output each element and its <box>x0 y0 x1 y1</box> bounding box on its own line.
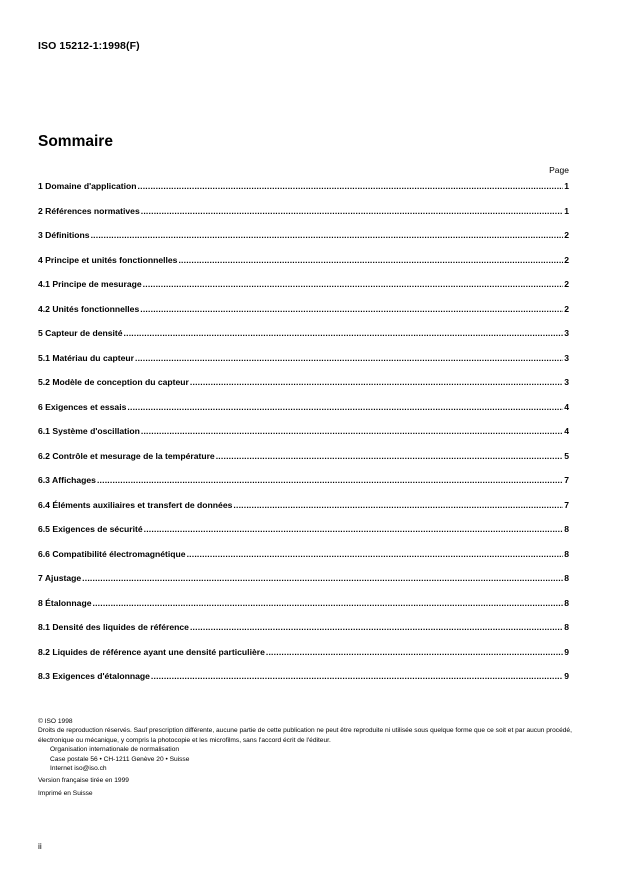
toc-entry-page: 1 <box>564 205 569 216</box>
toc-entry-label: 6.3 Affichages <box>38 475 96 485</box>
toc-entry-label: 8.1 Densité des liquides de référence <box>38 622 189 632</box>
toc-entry[interactable] <box>38 402 569 427</box>
toc-entry-label: 8.2 Liquides de référence ayant une densité particulière <box>38 646 265 657</box>
toc-entry-page: 2 <box>564 279 569 289</box>
toc-entry[interactable] <box>38 647 569 672</box>
toc-dot-leader <box>141 206 563 216</box>
toc-entry[interactable] <box>38 573 569 598</box>
toc-entry-label: 2 Références normatives <box>38 205 140 216</box>
toc-entry-label: 6.6 Compatibilité électromagnétique <box>38 548 186 559</box>
toc-entry-label: 6.2 Contrôle et mesurage de la température <box>38 450 215 461</box>
version-line: Version française tirée en 1999 <box>38 777 129 785</box>
toc-entry[interactable] <box>38 524 569 549</box>
toc-entry-page: 7 <box>564 475 569 485</box>
toc-entry-page: 2 <box>564 303 569 314</box>
toc-dot-leader <box>135 353 563 363</box>
toc-entry[interactable] <box>38 500 569 525</box>
toc-entry-label: 3 Définitions <box>38 230 90 240</box>
postal-address: Case postale 56 • CH-1211 Genève 20 • Suisse <box>50 755 190 763</box>
toc-entry-page: 3 <box>564 352 569 363</box>
toc-dot-leader <box>187 549 564 559</box>
toc-dot-leader <box>127 402 563 412</box>
toc-entry-page: 8 <box>564 548 569 559</box>
toc-entry[interactable] <box>38 671 569 696</box>
toc-entry-page: 8 <box>564 524 569 534</box>
toc-entry-page: 4 <box>564 426 569 436</box>
toc-entry-page: 4 <box>564 401 569 412</box>
toc-entry-label: 6.4 Éléments auxiliaires et transfert de données <box>38 499 233 510</box>
rights-statement: Droits de reproduction réservés. Sauf prescription différente, aucune partie de cette publication ne peut être reproduite ni utilisée sous quelque forme que ce soit et par aucun procédé, électronique ou mécanique, y compris la photocopie et les microfilms, sans l'accord écrit de l'éditeur. <box>38 727 572 744</box>
toc-entry-page: 3 <box>564 328 569 338</box>
toc-entry-page: 3 <box>564 377 569 387</box>
toc-entry-label: 6 Exigences et essais <box>38 401 127 412</box>
toc-entry[interactable] <box>38 426 569 451</box>
toc-entry-page: 7 <box>564 499 569 510</box>
printed-line: Imprimé en Suisse <box>38 789 93 797</box>
page-title: Sommaire <box>38 133 113 150</box>
toc-dot-leader <box>143 279 564 289</box>
toc-dot-leader <box>144 524 564 534</box>
toc-dot-leader <box>140 304 563 314</box>
toc-entry-page: 8 <box>564 573 569 583</box>
toc-entry-label: 7 Ajustage <box>38 573 82 583</box>
toc-entry[interactable] <box>38 206 569 231</box>
toc-entry-label: 8.3 Exigences d'étalonnage <box>38 671 150 681</box>
toc-entry-page: 8 <box>564 622 569 632</box>
toc-entry-page: 2 <box>564 254 569 265</box>
toc-entry[interactable] <box>38 279 569 304</box>
toc-entry[interactable] <box>38 230 569 255</box>
toc-entry[interactable] <box>38 255 569 280</box>
toc-entry-page: 8 <box>564 597 569 608</box>
document-id: ISO 15212-1:1998(F) <box>38 40 140 52</box>
toc-dot-leader <box>124 328 564 338</box>
toc-entry-page: 2 <box>564 230 569 240</box>
table-of-contents <box>38 181 569 696</box>
toc-entry[interactable] <box>38 353 569 378</box>
toc-dot-leader <box>151 671 563 681</box>
toc-entry-label: 4.2 Unités fonctionnelles <box>38 303 140 314</box>
toc-dot-leader <box>82 573 563 583</box>
toc-dot-leader <box>97 475 563 485</box>
toc-entry-label: 6.5 Exigences de sécurité <box>38 524 143 534</box>
page-number: ii <box>38 841 42 851</box>
toc-dot-leader <box>141 426 563 436</box>
toc-entry[interactable] <box>38 304 569 329</box>
internet-contact: Internet iso@iso.ch <box>50 765 107 773</box>
toc-entry-label: 1 Domaine d'application <box>38 181 137 191</box>
toc-dot-leader <box>266 647 563 657</box>
toc-entry-page: 9 <box>564 646 569 657</box>
toc-entry-label: 4.1 Principe de mesurage <box>38 279 142 289</box>
toc-dot-leader <box>92 598 563 608</box>
copyright-line: © ISO 1998 <box>38 718 73 725</box>
toc-entry-page: 1 <box>564 181 569 191</box>
copyright-notice <box>38 717 578 798</box>
toc-entry-label: 5.2 Modèle de conception du capteur <box>38 377 189 387</box>
toc-dot-leader <box>216 451 564 461</box>
toc-dot-leader <box>233 500 563 510</box>
toc-entry-label: 5.1 Matériau du capteur <box>38 352 134 363</box>
toc-entry[interactable] <box>38 598 569 623</box>
toc-entry[interactable] <box>38 181 569 206</box>
toc-entry-label: 6.1 Système d'oscillation <box>38 426 140 436</box>
toc-entry[interactable] <box>38 475 569 500</box>
toc-entry-label: 4 Principe et unités fonctionnelles <box>38 254 178 265</box>
toc-entry[interactable] <box>38 451 569 476</box>
toc-entry[interactable] <box>38 377 569 402</box>
toc-entry[interactable] <box>38 549 569 574</box>
toc-entry[interactable] <box>38 328 569 353</box>
toc-entry-page: 9 <box>564 671 569 681</box>
toc-dot-leader <box>91 230 564 240</box>
toc-entry-label: 5 Capteur de densité <box>38 328 123 338</box>
toc-entry-page: 5 <box>564 450 569 461</box>
toc-dot-leader <box>178 255 563 265</box>
toc-entry-label: 8 Étalonnage <box>38 597 92 608</box>
page-column-label: Page <box>549 165 569 175</box>
organisation-name: Organisation internationale de normalisation <box>50 746 180 754</box>
toc-entry[interactable] <box>38 622 569 647</box>
toc-dot-leader <box>190 377 563 387</box>
toc-dot-leader <box>138 181 564 191</box>
toc-dot-leader <box>190 622 563 632</box>
